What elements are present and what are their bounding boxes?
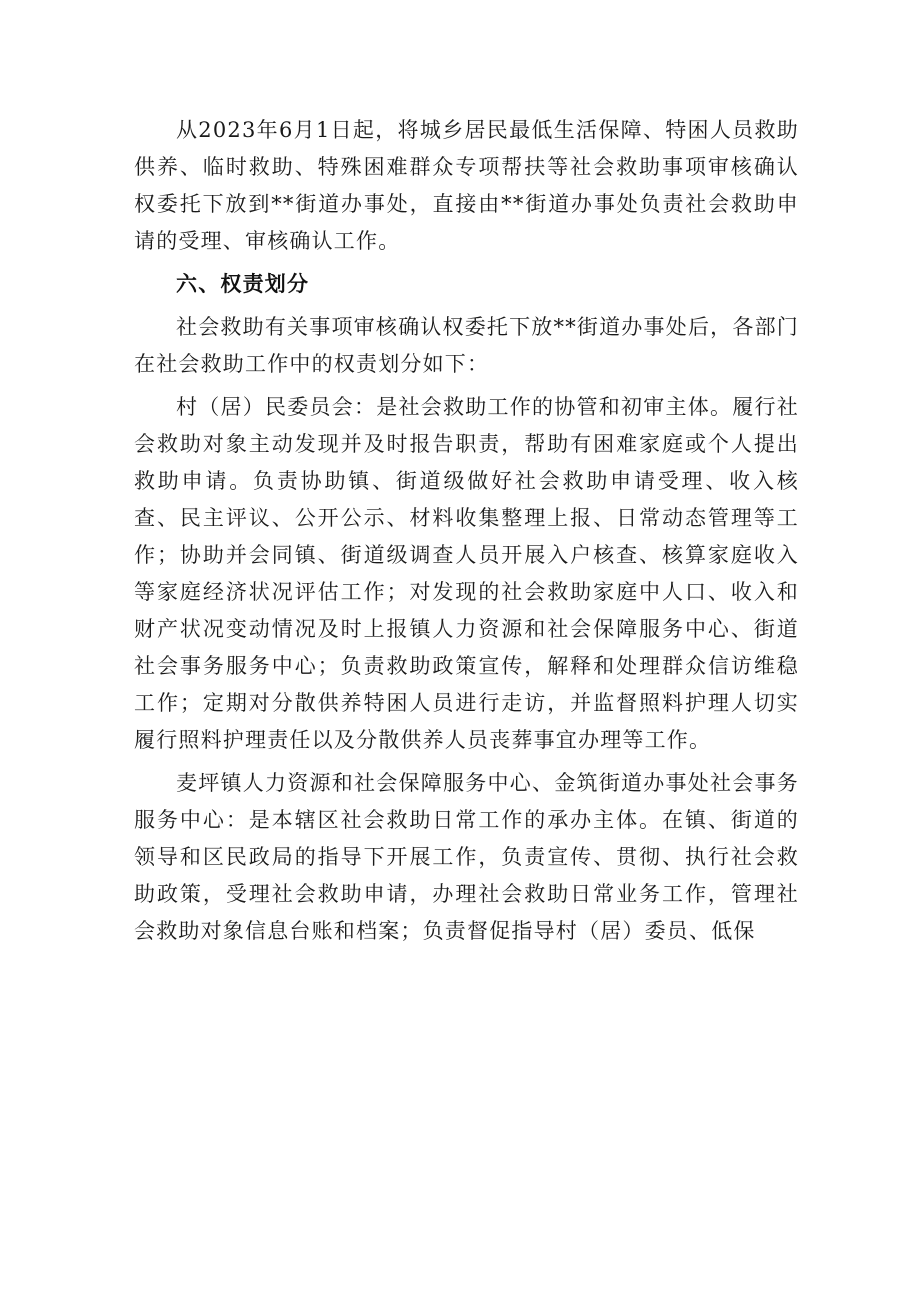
paragraph-village-committee: 村（居）民委员会：是社会救助工作的协管和初审主体。履行社会救助对象主动发现并及时报告职责，帮助有困难家庭或个人提出救助申请。负责协助镇、街道级做好社会救助申请受理、收入核查、民主评议、公开公示、材料收集整理上报、日常动态管理等工作；协助并会同镇、街道级调查人员开展入户核查、核算家庭收入等家庭经济状况评估工作；对发现的社会救助家庭中人口、收入和财产状况变动情况及时上报镇人力资源和社会保障服务中心、街道社会事务服务中心；负责救助政策宣传，解释和处理群众信访维稳工作；定期对分散供养特困人员进行走访，并监督照料护理人切实履行照料护理责任以及分散供养人员丧葬事宜办理等工作。 <box>134 395 799 752</box>
paragraph-service-center: 麦坪镇人力资源和社会保障服务中心、金筑街道办事处社会事务服务中心：是本辖区社会救助日常工作的承办主体。在镇、街道的领导和区民政局的指导下开展工作，负责宣传、贯彻、执行社会救助政策，受理社会救助申请，办理社会救助日常业务工作，管理社会救助对象信息台账和档案；负责督促指导村（居）委员、低保 <box>134 771 799 943</box>
section-heading-responsibilities: 六、权责划分 <box>176 272 310 296</box>
paragraph-effective-date: 从2023年6月1日起，将城乡居民最低生活保障、特困人员救助供养、临时救助、特殊困难群众专项帮扶等社会救助事项审核确认权委托下放到**街道办事处，直接由**街道办事处负责社会救助申请的受理、审核确认工作。 <box>134 118 799 253</box>
paragraph-intro-division: 社会救助有关事项审核确认权委托下放**街道办事处后，各部门在社会救助工作中的权责划分如下： <box>134 315 799 376</box>
